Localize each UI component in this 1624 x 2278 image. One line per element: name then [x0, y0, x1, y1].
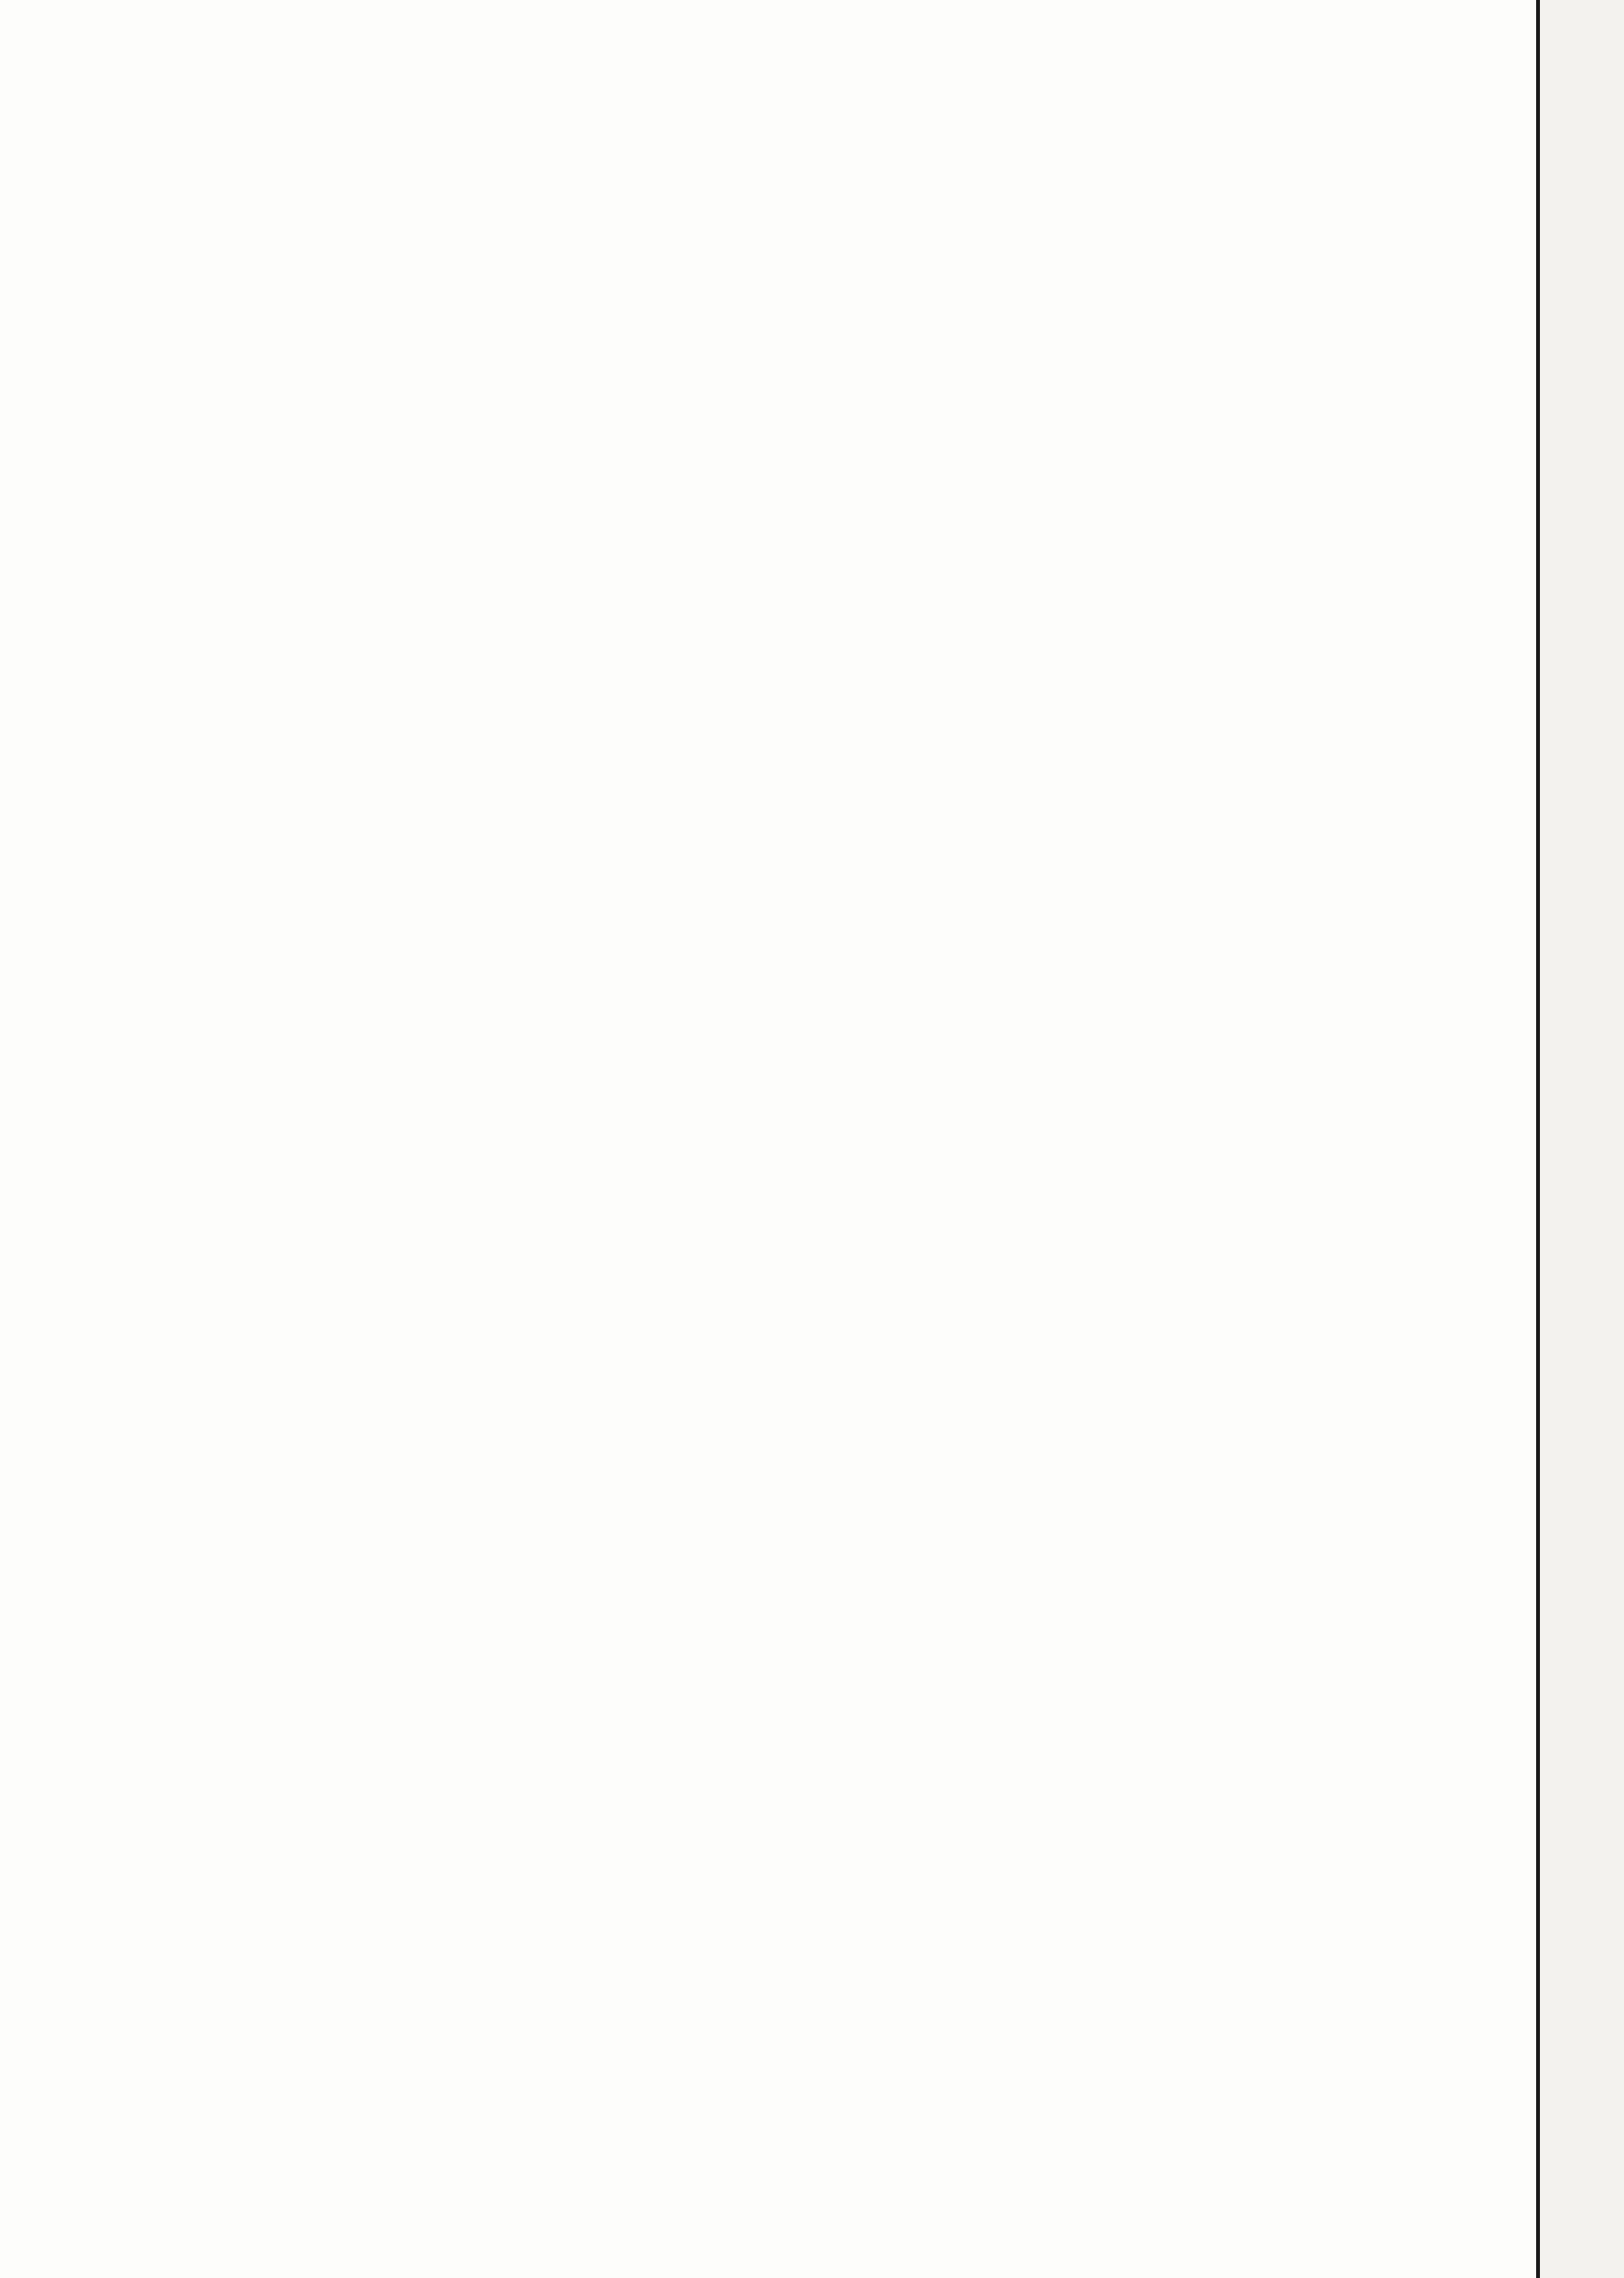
next-page-edge [1536, 0, 1624, 2278]
page-header [115, 88, 1521, 134]
